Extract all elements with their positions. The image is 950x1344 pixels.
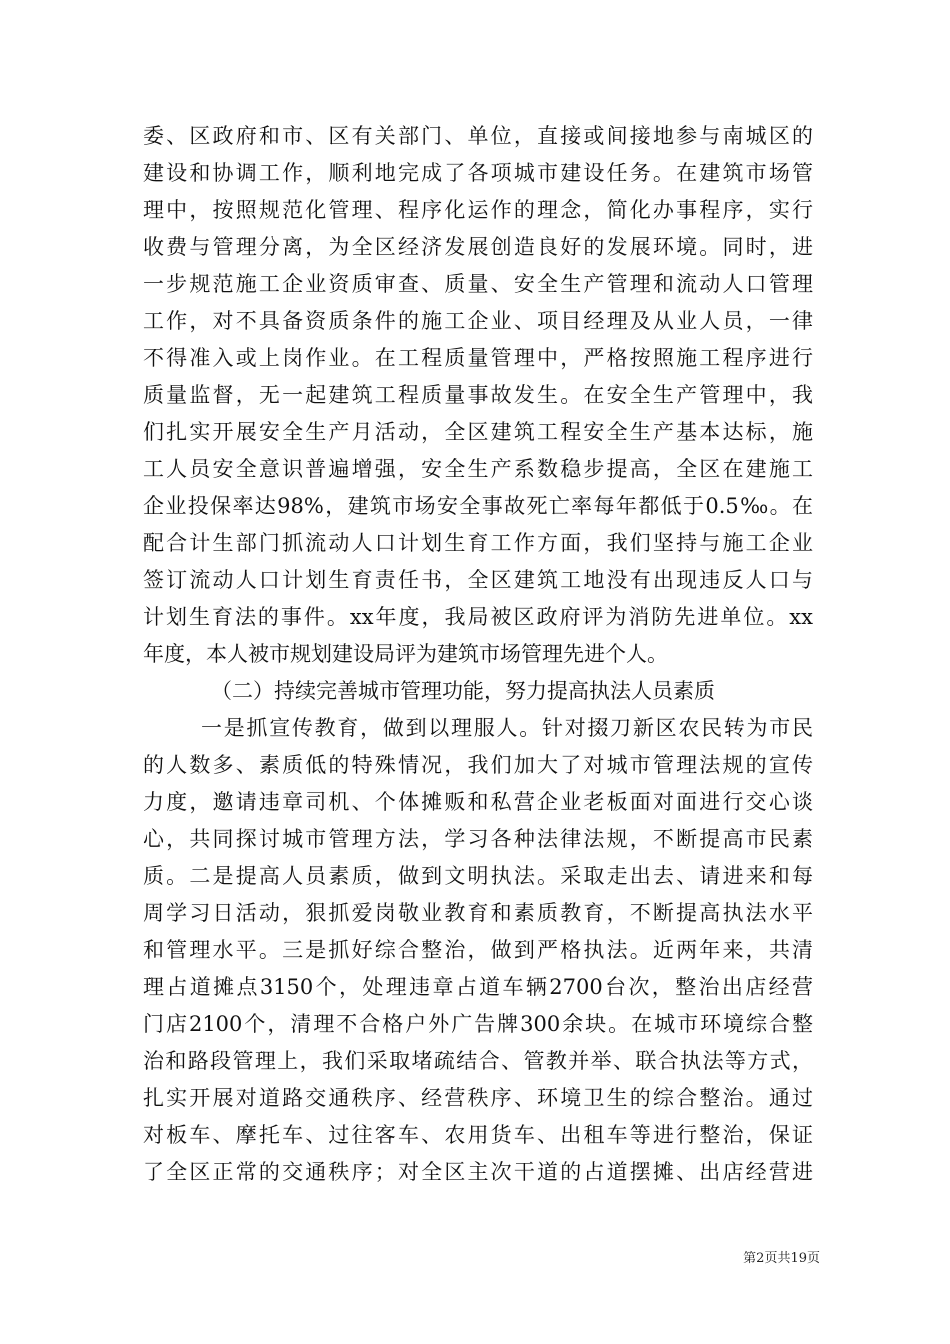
body-text-line: 计划生育法的事件。xx年度，我局被区政府评为消防先进单位。xx xyxy=(143,605,813,629)
body-text-line: 建设和协调工作，顺利地完成了各项城市建设任务。在建筑市场管 xyxy=(143,161,813,185)
body-text-line: 委、区政府和市、区有关部门、单位，直接或间接地参与南城区的 xyxy=(143,124,813,148)
body-text-line: 周学习日活动，狠抓爱岗敬业教育和素质教育，不断提高执法水平 xyxy=(143,901,813,925)
body-text-line: 一步规范施工企业资质审查、质量、安全生产管理和流动人口管理 xyxy=(143,272,813,296)
body-text-line: 了全区正常的交通秩序；对全区主次干道的占道摆摊、出店经营进 xyxy=(143,1160,813,1184)
body-text-line: 质。二是提高人员素质，做到文明执法。采取走出去、请进来和每 xyxy=(143,864,813,888)
body-text-line: 理占道摊点3150个，处理违章占道车辆2700台次，整治出店经营 xyxy=(143,975,813,999)
paragraph-first-line: 一是抓宣传教育，做到以理服人。针对掇刀新区农民转为市民 xyxy=(201,716,813,740)
body-text-line: 年度，本人被市规划建设局评为建筑市场管理先进个人。 xyxy=(143,642,668,666)
body-text-line: 们扎实开展安全生产月活动，全区建筑工程安全生产基本达标，施 xyxy=(143,420,813,444)
body-text-line: 治和路段管理上，我们采取堵疏结合、管教并举、联合执法等方式， xyxy=(143,1049,813,1073)
body-text-line: 签订流动人口计划生育责任书，全区建筑工地没有出现违反人口与 xyxy=(143,568,813,592)
body-text-line: 工作，对不具备资质条件的施工企业、项目经理及从业人员，一律 xyxy=(143,309,813,333)
body-text-line: 和管理水平。三是抓好综合整治，做到严格执法。近两年来，共清 xyxy=(143,938,813,962)
body-text-line: 理中，按照规范化管理、程序化运作的理念，简化办事程序，实行 xyxy=(143,198,813,222)
page-number: 第2页共19页 xyxy=(743,1251,820,1266)
body-text-line: 的人数多、素质低的特殊情况，我们加大了对城市管理法规的宣传 xyxy=(143,753,813,777)
body-text-line: 配合计生部门抓流动人口计划生育工作方面，我们坚持与施工企业 xyxy=(143,531,813,555)
body-text-line: 质量监督，无一起建筑工程质量事故发生。在安全生产管理中，我 xyxy=(143,383,813,407)
body-text-line: 收费与管理分离，为全区经济发展创造良好的发展环境。同时，进 xyxy=(143,235,813,259)
body-text-line: 不得准入或上岗作业。在工程质量管理中，严格按照施工程序进行 xyxy=(143,346,813,370)
body-text-line: 企业投保率达98%，建筑市场安全事故死亡率每年都低于0.5‰。在 xyxy=(143,494,813,518)
body-text-line: 对板车、摩托车、过往客车、农用货车、出租车等进行整治，保证 xyxy=(143,1123,813,1147)
body-text-line: 扎实开展对道路交通秩序、经营秩序、环境卫生的综合整治。通过 xyxy=(143,1086,813,1110)
body-text-line: 心，共同探讨城市管理方法，学习各种法律法规，不断提高市民素 xyxy=(143,827,813,851)
section-heading: （二）持续完善城市管理功能，努力提高执法人员素质 xyxy=(211,679,715,703)
body-text-line: 力度，邀请违章司机、个体摊贩和私营企业老板面对面进行交心谈 xyxy=(143,790,813,814)
body-text-line: 工人员安全意识普遍增强，安全生产系数稳步提高，全区在建施工 xyxy=(143,457,813,481)
body-text-line: 门店2100个，清理不合格户外广告牌300余块。在城市环境综合整 xyxy=(143,1012,813,1036)
